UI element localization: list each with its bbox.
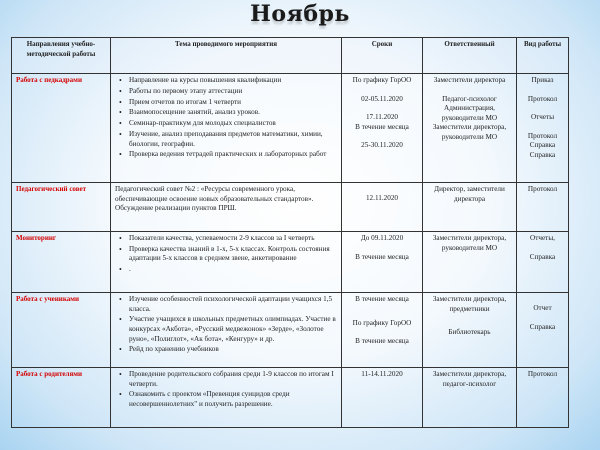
responsible-text: Заместители директора, руководители МО xyxy=(432,123,507,141)
work-type-text: Приказ xyxy=(531,76,554,84)
direction-cell: Работа с педкадрами xyxy=(12,74,111,183)
responsible-cell xyxy=(423,232,517,293)
header-work-type: Вид работы xyxy=(517,38,569,74)
date-text: В течение месяца xyxy=(355,122,409,131)
dates-cell xyxy=(342,183,423,232)
dates-cell xyxy=(342,368,423,428)
date-text: 02-05.11.2020 xyxy=(361,94,403,103)
work-type-text: Протокол xyxy=(527,185,558,193)
responsible-text: Заместители директора, предметники xyxy=(432,295,507,313)
table-row xyxy=(12,368,569,428)
date-text: 25-30.11.2020 xyxy=(361,141,403,150)
responsible-text: Заместители директора, руководители МО xyxy=(432,234,507,252)
topic-item: • Ознакомить с проектом «Превенция суицидов среди несовершеннолетних" и получить разрешение. xyxy=(129,390,337,409)
topic-text: Педагогический совет №2 : «Ресурсы современного урока, обеспечивающие освоение новых образовательных стандартов». xyxy=(115,185,314,203)
responsible-cell xyxy=(423,74,517,183)
header-direction: Направления учебно-методической работы xyxy=(12,38,111,74)
dates-cell xyxy=(342,232,423,293)
topic-list xyxy=(115,295,337,355)
header-topic: Тема проводимого мероприятия xyxy=(111,38,342,74)
direction-cell: Педагогический совет xyxy=(12,183,111,232)
responsible-text: Администрация, руководители МО xyxy=(441,104,498,122)
responsible-text: Педагог-психолог xyxy=(442,94,497,103)
date-text: В течение месяца xyxy=(355,252,409,261)
topic-cell xyxy=(111,368,342,428)
topic-item: • Направление на курсы повышения квалификации xyxy=(129,76,337,86)
topic-item: • Показатели качества, успеваемости 2-9 классов за I четверть xyxy=(129,234,337,244)
responsible-text: Заместители директора xyxy=(433,76,506,84)
table-row xyxy=(12,232,569,293)
topic-list xyxy=(115,234,337,275)
header-dates: Сроки xyxy=(342,38,423,74)
dates-cell xyxy=(342,74,423,183)
table-row xyxy=(12,74,569,183)
date-text: По графику ГорОО xyxy=(352,76,412,84)
date-text: По графику ГорОО xyxy=(352,318,412,327)
work-type-cell xyxy=(517,183,569,232)
page-title: Ноябрь xyxy=(250,1,350,27)
topic-item: • Проверка ведения тетрадей практических и лабораторных работ xyxy=(129,150,337,160)
topic-item: • Участие учащихся в школьных предметных олимпиадах. Участие в конкурсах «Акбота», «Русский медвежонок» «Зерде», «Золотое руно», «Полиглот», «Ак бота», «Кенгуру» и др. xyxy=(129,315,337,344)
work-type-text: Протокол xyxy=(527,94,558,103)
date-text: 17.11.2020 xyxy=(365,113,399,122)
topic-cell xyxy=(111,232,342,293)
table-header-row xyxy=(12,38,569,74)
work-type-text: Отчеты xyxy=(530,113,555,122)
responsible-cell xyxy=(423,368,517,428)
direction-cell: Работа с учениками xyxy=(12,293,111,368)
topic-cell xyxy=(111,293,342,368)
topic-item: • Проведение родительского собрания среди 1-9 классов по итогам I четверти. xyxy=(129,370,337,389)
work-type-cell xyxy=(517,74,569,183)
topic-item: • . xyxy=(129,265,337,275)
work-type-text: Отчеты, xyxy=(530,234,555,242)
topic-cell xyxy=(111,183,342,232)
topic-item: • Взаимопосещение занятий, анализ уроков. xyxy=(129,108,337,118)
table-row xyxy=(12,293,569,368)
topic-item: • Рейд по хранению учебников xyxy=(129,345,337,355)
responsible-cell xyxy=(423,293,517,368)
topic-item: • Прием отчетов по итогам 1 четверти xyxy=(129,98,337,108)
date-text: В течение месяца xyxy=(355,295,409,303)
topic-item: • Проверка качества знаний в 1-х, 5-х классах. Контроль состояния адаптации 5-х классов в среднем звене, анкетирование xyxy=(129,245,337,264)
date-text: До 09.11.2020 xyxy=(360,234,404,242)
topic-list xyxy=(115,370,337,410)
topic-item: • Работы по первому этапу аттестации xyxy=(129,87,337,97)
date-text: 11-14.11.2020 xyxy=(361,370,403,378)
topic-cell xyxy=(111,74,342,183)
date-text: В течение месяца xyxy=(355,337,409,346)
table-row xyxy=(12,183,569,232)
work-type-text: Протокол xyxy=(527,370,558,378)
topic-text: Обсуждение реализации пунктов ПРШ. xyxy=(115,204,237,213)
responsible-text: Библиотекарь xyxy=(448,328,491,337)
work-type-cell xyxy=(517,368,569,428)
topic-item: • Изучение, анализ преподавания предметов математики, химии, биологии, географии. xyxy=(129,130,337,149)
topic-item: • Семинар-практикум для молодых специалистов xyxy=(129,119,337,129)
work-type-cell xyxy=(517,232,569,293)
work-type-text: Справка xyxy=(529,252,556,261)
topic-item: • Изучение особенностей психологической адаптации учащихся 1,5 класса. xyxy=(129,295,337,314)
work-type-text: Справка xyxy=(529,150,556,159)
dates-cell xyxy=(342,293,423,368)
date-text: 12.11.2020 xyxy=(365,194,399,202)
work-type-text: Протокол xyxy=(527,131,558,140)
plan-table xyxy=(11,37,569,428)
work-type-text: Справка xyxy=(529,322,556,331)
responsible-cell xyxy=(423,183,517,232)
responsible-text: Директор, заместители директора xyxy=(434,185,505,203)
responsible-text: Заместители директора, педагог-психолог xyxy=(432,370,507,388)
direction-cell: Мониторинг xyxy=(12,232,111,293)
header-responsible: Ответственный xyxy=(423,38,517,74)
work-type-cell xyxy=(517,293,569,368)
topic-list xyxy=(115,76,337,160)
work-type-text: Отчет xyxy=(533,304,552,312)
direction-cell: Работа с родителями xyxy=(12,368,111,428)
work-type-text: Справка xyxy=(529,141,556,150)
